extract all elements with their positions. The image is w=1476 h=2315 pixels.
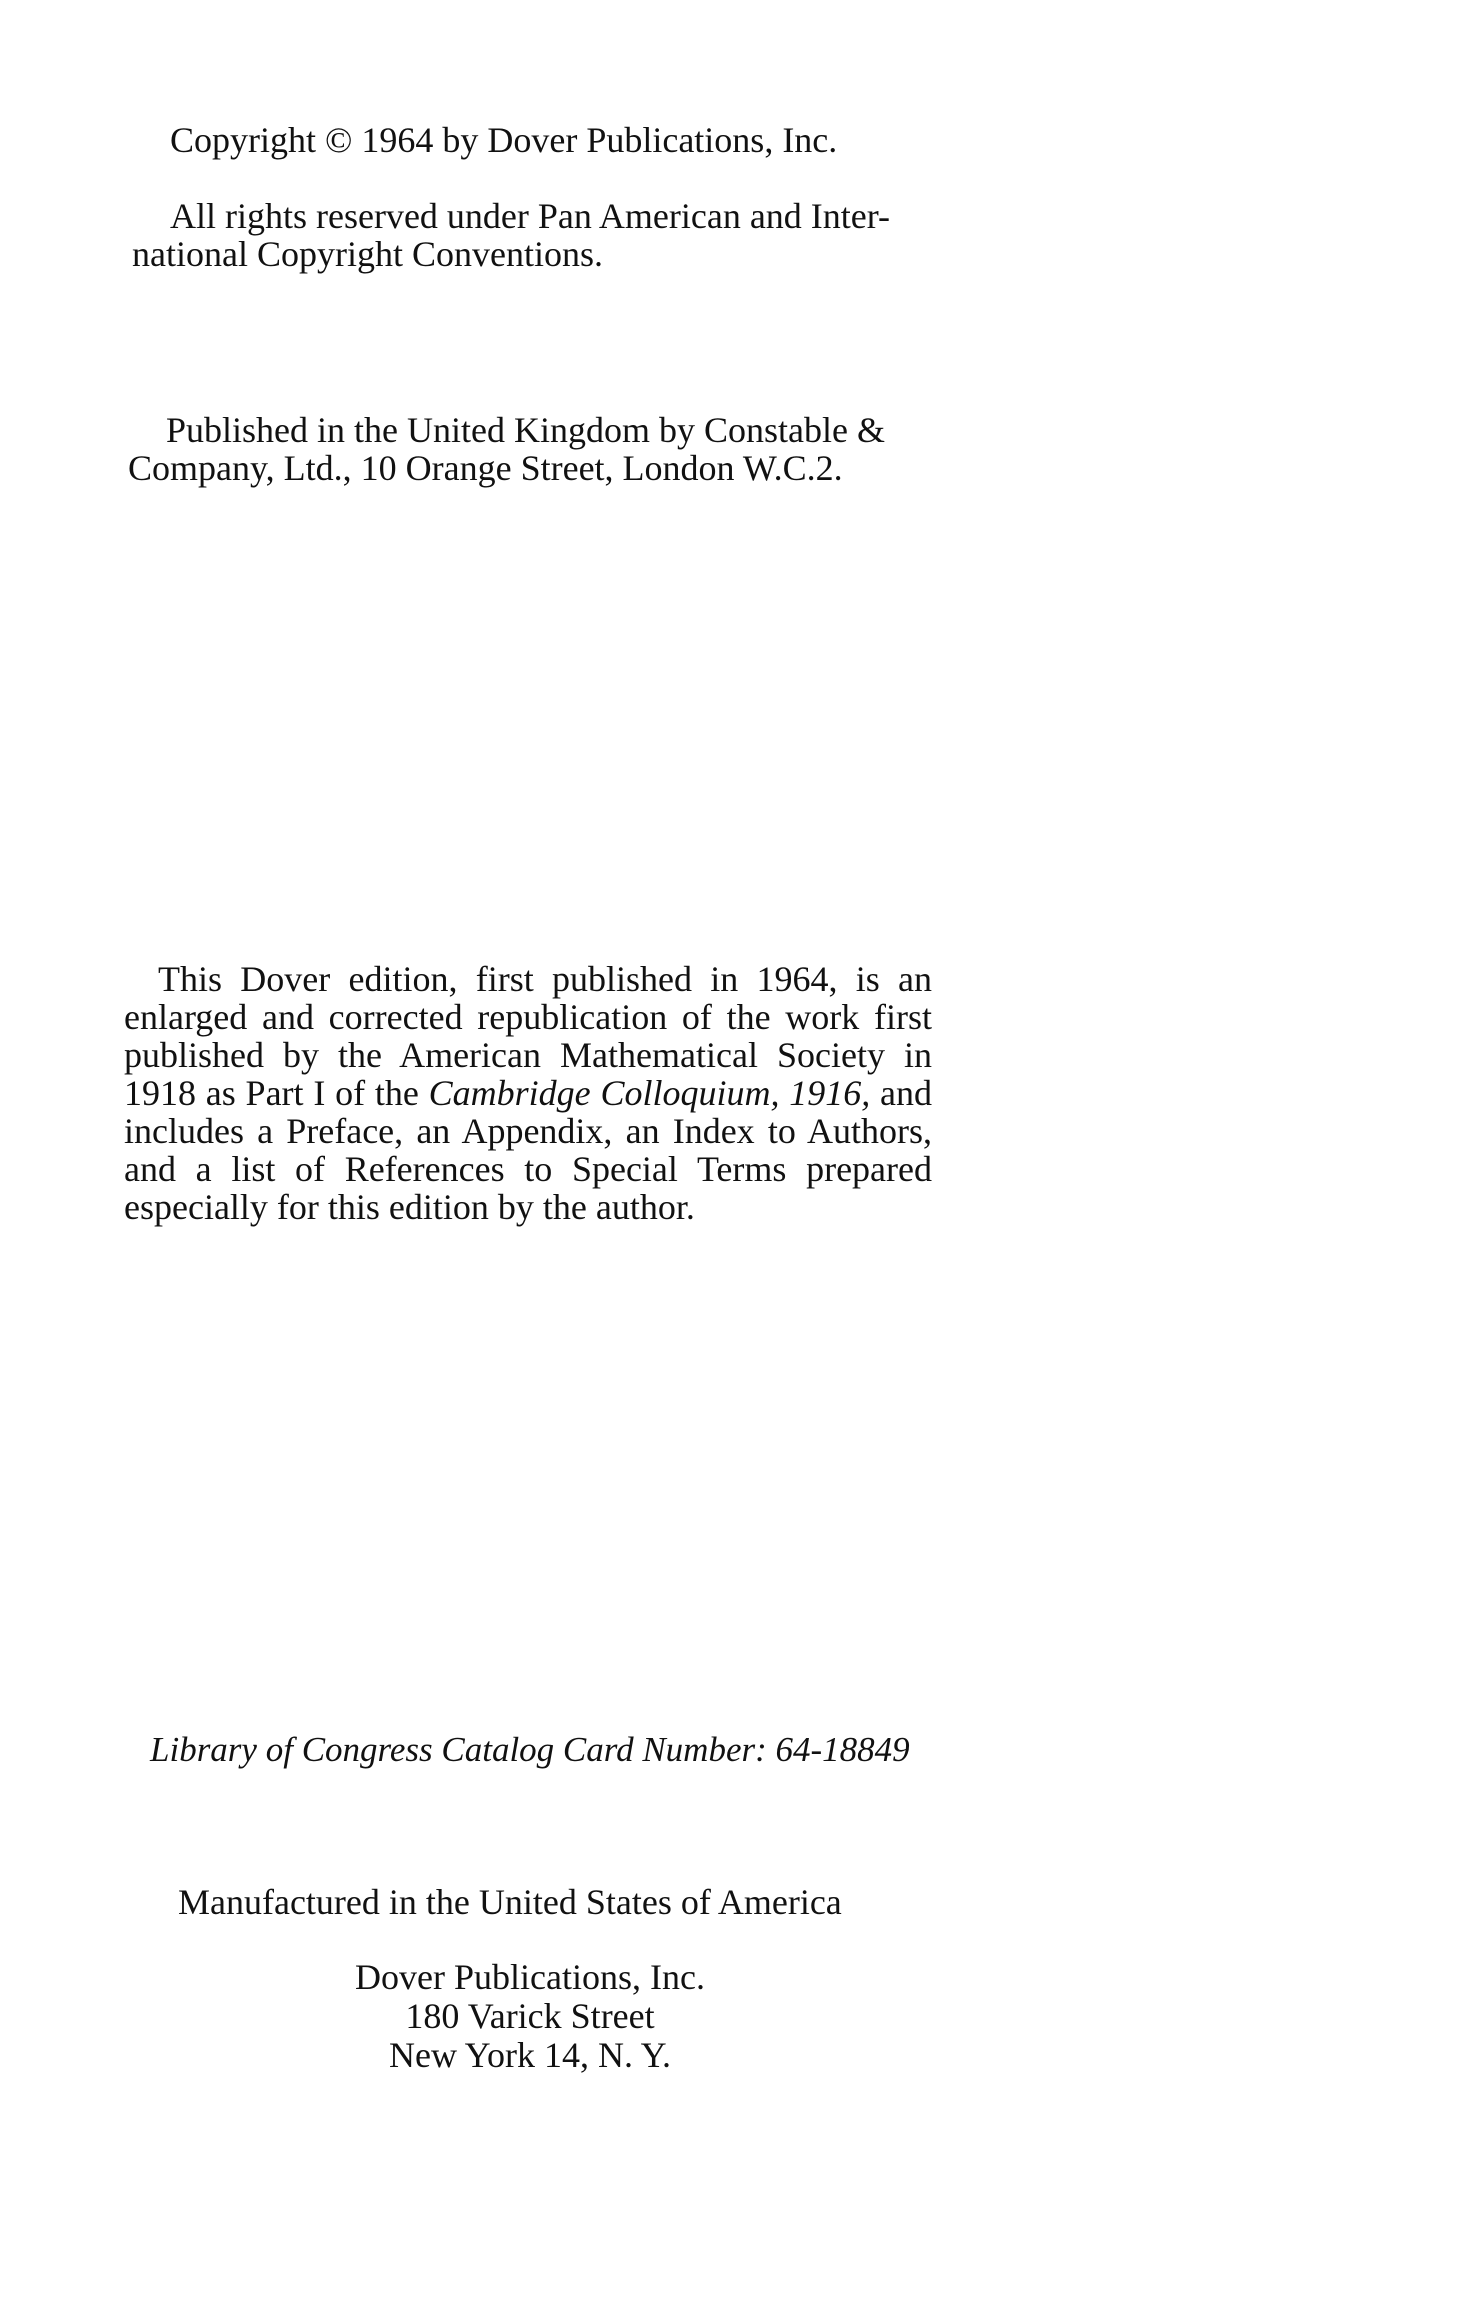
edition-note-line-3: published by the American Mathematical Society in	[124, 1035, 932, 1075]
uk-publication-line-1: Published in the United Kingdom by Constable &	[166, 410, 885, 450]
edition-note	[124, 960, 932, 1226]
publisher-city: New York 14, N. Y.	[388, 2035, 672, 2075]
edition-note-line-1: This Dover edition, first published in 1964, is an	[158, 959, 932, 999]
edition-note-line-5: includes a Preface, an Appendix, an Index to Authors,	[124, 1111, 932, 1151]
edition-note-line-6: and a list of References to Special Terms prepared	[124, 1149, 932, 1189]
edition-note-line-4-prefix: 1918 as Part I of the	[124, 1073, 419, 1113]
publisher-name: Dover Publications, Inc.	[355, 1957, 705, 1997]
edition-note-line-4	[124, 1074, 932, 1112]
publisher-address	[330, 1958, 730, 2075]
publisher-street: 180 Varick Street	[405, 1996, 655, 2036]
edition-note-line-4-suffix: and	[880, 1073, 933, 1113]
catalog-card-number: Library of Congress Catalog Card Number: 64-18849	[150, 1730, 910, 1769]
rights-line-1: All rights reserved under Pan American and Inter-	[170, 196, 891, 236]
edition-note-line-2: enlarged and corrected republication of the work first	[124, 997, 932, 1037]
manufactured-line: Manufactured in the United States of America	[178, 1882, 842, 1922]
uk-publication-line-2: Company, Ltd., 10 Orange Street, London W.C.2.	[128, 448, 843, 488]
edition-note-line-7: especially for this edition by the author.	[124, 1187, 695, 1227]
rights-line-2: national Copyright Conventions.	[132, 234, 603, 274]
edition-note-series-title: Cambridge Colloquium, 1916,	[428, 1073, 871, 1113]
copyright-line: Copyright © 1964 by Dover Publications, Inc.	[170, 120, 838, 160]
